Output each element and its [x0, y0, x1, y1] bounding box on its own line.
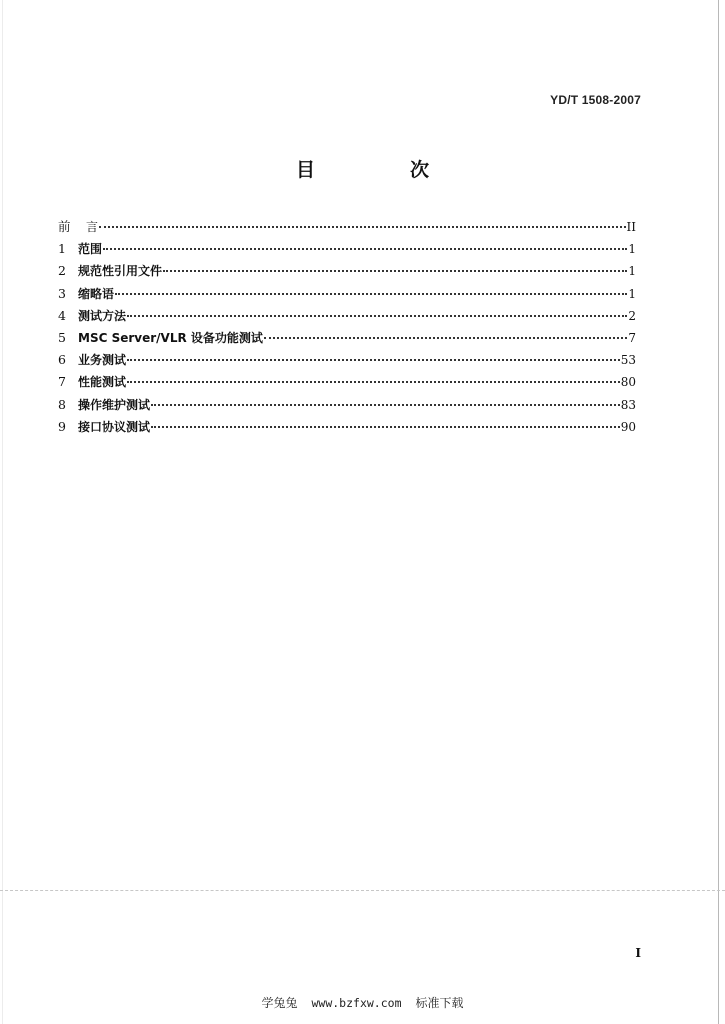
toc-entry-number: 1 [58, 241, 66, 257]
toc-entry-title: 规范性引用文件 [78, 264, 163, 279]
watermark-url-link[interactable]: www.bzfxw.com [311, 996, 402, 1010]
toc-entry-page: II [626, 220, 636, 234]
toc-entry-msc-server-vlr-tests[interactable] [58, 327, 636, 349]
watermark-tagline: 标准下载 [415, 996, 464, 1010]
toc-entry-operation-maintenance-tests[interactable] [58, 394, 636, 416]
toc-entry-number: 9 [58, 418, 66, 434]
toc-entry-service-tests[interactable] [58, 349, 636, 371]
dot-leader [151, 403, 620, 406]
toc-entry-title: 范围 [78, 242, 103, 257]
toc-entry-normative-references[interactable] [58, 260, 636, 282]
toc-entry-title: 性能测试 [78, 375, 127, 390]
dot-leader [115, 292, 627, 295]
toc-entry-performance-tests[interactable] [58, 371, 636, 393]
document-code: YD/T 1508-2007 [550, 93, 641, 107]
toc-title: 目 次 [295, 159, 467, 181]
watermark-site-name: 学兔兔 [261, 996, 298, 1010]
page-number: I [635, 946, 641, 960]
toc-entry-page: 7 [628, 330, 636, 345]
toc-entry-page: 83 [620, 397, 636, 412]
scan-edge-right [718, 0, 719, 1024]
toc-entry-title: 言 [86, 220, 99, 234]
dot-leader [163, 269, 627, 272]
toc-entry-title: 测试方法 [78, 308, 127, 323]
toc-entry-title: 操作维护测试 [78, 397, 151, 412]
scan-fold-line [0, 890, 725, 891]
dot-leader [99, 225, 626, 228]
toc-entry-number: 8 [58, 396, 66, 412]
dot-leader [127, 380, 620, 383]
toc-entry-abbreviations[interactable] [58, 283, 636, 305]
toc-entry-number: 2 [58, 263, 66, 279]
toc-entry-number: 3 [58, 285, 66, 301]
toc-entry-page: 1 [628, 286, 636, 301]
toc-entry-title: 缩略语 [78, 286, 115, 301]
dot-leader [127, 358, 620, 361]
toc-entry-page: 1 [628, 264, 636, 279]
dot-leader [264, 336, 627, 339]
toc-entry-page: 90 [620, 419, 636, 434]
footer-watermark [0, 994, 725, 1011]
table-of-contents [58, 216, 636, 438]
toc-entry-number: 前 [58, 219, 71, 234]
toc-entry-title: 接口协议测试 [78, 419, 151, 434]
dot-leader [103, 247, 627, 250]
toc-entry-page: 53 [620, 353, 636, 368]
toc-entry-preface[interactable] [58, 216, 636, 238]
toc-entry-number: 4 [58, 307, 66, 323]
scan-edge-left [2, 0, 3, 1024]
toc-entry-test-methods[interactable] [58, 305, 636, 327]
toc-entry-page: 2 [628, 308, 636, 323]
toc-entry-number: 5 [58, 329, 66, 345]
toc-entry-page: 80 [620, 375, 636, 390]
toc-entry-title: 业务测试 [78, 353, 127, 368]
dot-leader [127, 314, 627, 317]
toc-entry-page: 1 [628, 242, 636, 257]
dot-leader [151, 425, 620, 428]
toc-entry-number: 6 [58, 352, 66, 368]
toc-entry-number: 7 [58, 374, 66, 390]
toc-entry-scope[interactable] [58, 238, 636, 260]
toc-entry-interface-protocol-tests[interactable] [58, 416, 636, 438]
toc-entry-title: MSC Server/VLR 设备功能测试 [78, 330, 263, 345]
